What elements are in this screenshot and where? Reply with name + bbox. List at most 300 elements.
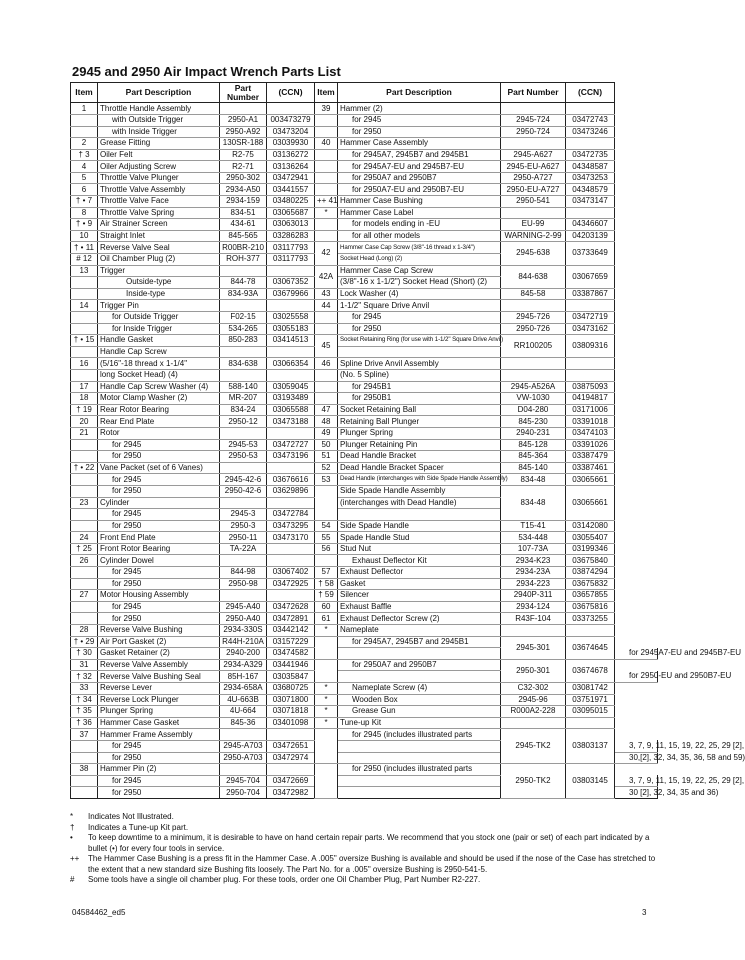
item-number-cell: 39 (315, 103, 338, 115)
part-number-cell: 844-78 (220, 277, 267, 289)
item-number-cell (315, 161, 338, 173)
table-row (71, 196, 658, 208)
ccn-cell: 03809316 (566, 335, 615, 358)
ccn-cell: 03442142 (267, 625, 315, 637)
part-description-cell: for 2950 (98, 752, 220, 764)
part-description-cell: Exhaust Deflector (338, 567, 501, 579)
part-number-cell: 2945-724 (501, 114, 566, 126)
ccn-cell (267, 346, 315, 358)
table-row (71, 659, 658, 671)
part-description-cell: for 2950 (98, 451, 220, 463)
part-description-cell: Throttle Handle Assembly (98, 103, 220, 115)
footnotes (70, 812, 660, 886)
part-description-cell: Hammer Case Label (338, 207, 501, 219)
part-number-cell (220, 555, 267, 567)
part-description-cell: Silencer (338, 590, 501, 602)
part-description-cell: Hammer Frame Assembly (98, 729, 220, 741)
ccn-cell: 03474103 (566, 427, 615, 439)
item-number-cell: 40 (315, 138, 338, 150)
part-description-cell: Handle Cap Screw (98, 346, 220, 358)
part-description-cell: with Inside Trigger (98, 126, 220, 138)
part-description-cell: Nameplate (338, 625, 501, 637)
ccn-cell: 03071800 (267, 694, 315, 706)
part-description-cell: Handle Gasket (98, 335, 220, 347)
table-row (71, 381, 658, 393)
part-number-cell: 588-140 (220, 381, 267, 393)
table-row (71, 625, 658, 637)
part-description-cell: Socket Retaining Ball (338, 404, 501, 416)
item-number-cell (315, 369, 338, 381)
ccn-cell: 03480225 (267, 196, 315, 208)
part-description-cell: 30 [2], 32, 34, 35 and 36) (615, 787, 658, 799)
item-number-cell (315, 555, 338, 567)
part-description-cell: Reverse Valve Seal (98, 242, 220, 254)
ccn-cell: 03142080 (566, 520, 615, 532)
ccn-cell: 04348587 (566, 161, 615, 173)
part-number-cell: 2934-23A (501, 567, 566, 579)
ccn-cell: 03472651 (267, 740, 315, 752)
part-description-cell: Cylinder (98, 497, 220, 509)
ccn-cell: 03874294 (566, 567, 615, 579)
part-description-cell: for 2950A7 and 2950B7 (338, 172, 501, 184)
part-description-cell: Throttle Valve Assembly (98, 184, 220, 196)
part-number-cell: 844-638 (501, 265, 566, 288)
part-number-cell: R43F-104 (501, 613, 566, 625)
footnote-text: The Hammer Case Bushing is a press fit in the Hammer Case. A .005" oversize Bushing is available and should be used if the nose of the Case has stretched to the extent that a new standard size Bushing fits loosely. The Part No. for a .005" oversize Bushing is 2950-541-5. (88, 854, 656, 874)
part-number-cell: 2934-658A (220, 683, 267, 695)
part-description-cell: for 2950 (includes illustrated parts (338, 764, 501, 776)
table-row (71, 543, 658, 555)
ccn-cell (267, 103, 315, 115)
ccn-cell: 03136272 (267, 149, 315, 161)
item-number-cell (315, 149, 338, 161)
item-number-cell (315, 230, 338, 242)
part-number-cell: 845-565 (220, 230, 267, 242)
item-number-cell (338, 671, 501, 683)
item-number-cell: * (315, 717, 338, 729)
item-number-cell: † 19 (71, 404, 98, 416)
item-number-cell (315, 172, 338, 184)
part-description-cell: Front Rotor Bearing (98, 543, 220, 555)
part-number-cell: 844-98 (220, 567, 267, 579)
part-description-cell: Throttle Valve Face (98, 196, 220, 208)
item-number-cell: † 59 (315, 590, 338, 602)
part-description-cell: Oil Chamber Plug (2) (98, 254, 220, 266)
part-description-cell: Nameplate Screw (4) (338, 683, 501, 695)
ccn-cell (566, 369, 615, 381)
ccn-cell: 04194817 (566, 393, 615, 405)
part-number-cell: 2945-301 (501, 636, 566, 659)
ccn-cell: 03441946 (267, 659, 315, 671)
part-description-cell: Hammer (2) (338, 103, 501, 115)
part-number-cell: 2950-12 (220, 416, 267, 428)
part-description-cell: Outside-type (98, 277, 220, 289)
item-number-cell: 1 (71, 103, 98, 115)
table-row (71, 520, 658, 532)
part-description-cell: for 2950B1 (338, 393, 501, 405)
ccn-cell: 03472719 (566, 312, 615, 324)
part-number-cell: 2945-A40 (220, 601, 267, 613)
ccn-cell: 03286283 (267, 230, 315, 242)
footnote-symbol: * (70, 812, 74, 821)
part-description-cell: for 2945 (338, 312, 501, 324)
table-row (71, 230, 658, 242)
ccn-cell: 03387461 (566, 462, 615, 474)
part-number-cell (220, 729, 267, 741)
part-number-cell: 845-364 (501, 451, 566, 463)
item-number-cell (338, 787, 501, 799)
item-number-cell (315, 219, 338, 231)
ccn-cell: 03414513 (267, 335, 315, 347)
part-number-cell: R2-71 (220, 161, 267, 173)
part-description-cell: 3, 7, 9, 11, 15, 19, 22, 25, 29 [2], (615, 775, 658, 787)
table-header (71, 83, 658, 103)
table-row (71, 555, 658, 567)
ccn-cell: 03117793 (267, 254, 315, 266)
header-item: Item (71, 83, 98, 103)
part-description-cell: Side Spade Handle Assembly (338, 485, 501, 497)
table-row (71, 288, 658, 300)
part-description-cell: (5/16"-18 thread x 1-1/4" (98, 358, 220, 370)
part-description-cell: for 2945 (98, 509, 220, 521)
item-number-cell: 28 (71, 625, 98, 637)
part-number-cell: 834-24 (220, 404, 267, 416)
header-part-description: Part Description (98, 83, 220, 103)
part-number-cell (220, 497, 267, 509)
part-number-cell (220, 590, 267, 602)
ccn-cell (566, 207, 615, 219)
part-number-cell: 2945-704 (220, 775, 267, 787)
ccn-cell: 03063013 (267, 219, 315, 231)
part-number-cell: 2940-200 (220, 648, 267, 660)
part-description-cell: Stud Nut (338, 543, 501, 555)
item-number-cell (71, 613, 98, 625)
item-number-cell: 55 (315, 532, 338, 544)
part-description-cell: (No. 5 Spline) (338, 369, 501, 381)
part-description-cell: Wooden Box (338, 694, 501, 706)
table-row (71, 636, 658, 648)
part-description-cell: for 2945 (98, 740, 220, 752)
table-row (71, 323, 658, 335)
ccn-cell (566, 358, 615, 370)
part-description-cell: Hammer Case Gasket (98, 717, 220, 729)
part-number-cell: 2950-TK2 (501, 764, 566, 799)
item-number-cell: † 30 (71, 648, 98, 660)
part-description-cell: Rear Rotor Bearing (98, 404, 220, 416)
part-description-cell: for 2945 (98, 474, 220, 486)
part-description-cell: for models ending in -EU (338, 219, 501, 231)
part-number-cell: 2945-A627 (501, 149, 566, 161)
ccn-cell: 03067352 (267, 277, 315, 289)
table-row (71, 683, 658, 695)
part-description-cell: Dead Handle Bracket Spacer (338, 462, 501, 474)
ccn-cell: 03391018 (566, 416, 615, 428)
item-number-cell: 37 (71, 729, 98, 741)
ccn-cell: 03472925 (267, 578, 315, 590)
item-number-cell: 53 (315, 474, 338, 486)
ccn-cell: 03473204 (267, 126, 315, 138)
item-number-cell (315, 764, 338, 799)
table-row (71, 242, 658, 254)
part-description-cell: Retaining Ball Plunger (338, 416, 501, 428)
ccn-cell: 04203139 (566, 230, 615, 242)
part-description-cell: Hammer Case Cap Screw (338, 265, 501, 277)
part-number-cell: 845-230 (501, 416, 566, 428)
item-number-cell: 5 (71, 172, 98, 184)
item-number-cell: 20 (71, 416, 98, 428)
item-number-cell: 8 (71, 207, 98, 219)
part-number-cell (501, 358, 566, 370)
part-number-cell: 2934-159 (220, 196, 267, 208)
part-description-cell: Rear End Plate (98, 416, 220, 428)
item-number-cell: 27 (71, 590, 98, 602)
part-description-cell: Oiler Felt (98, 149, 220, 161)
part-number-cell: 834-48 (501, 474, 566, 486)
item-number-cell: 45 (315, 335, 338, 358)
table-row (71, 219, 658, 231)
part-description-cell: Gasket (338, 578, 501, 590)
ccn-cell: 03387867 (566, 288, 615, 300)
item-number-cell (315, 485, 338, 520)
ccn-cell: 03751971 (566, 694, 615, 706)
part-number-cell: 2950-A92 (220, 126, 267, 138)
part-description-cell: Tune-up Kit (338, 717, 501, 729)
ccn-cell: 03473196 (267, 451, 315, 463)
ccn-cell (566, 138, 615, 150)
part-description-cell: for 2945 (98, 439, 220, 451)
item-number-cell: 42 (315, 242, 338, 265)
item-number-cell (71, 323, 98, 335)
item-number-cell (315, 312, 338, 324)
table-row (71, 358, 658, 370)
part-number-cell: 2950-A703 (220, 752, 267, 764)
item-number-cell (315, 184, 338, 196)
ccn-cell: 03875093 (566, 381, 615, 393)
part-number-cell: MR-207 (220, 393, 267, 405)
ccn-cell: 03473253 (566, 172, 615, 184)
part-description-cell: Socket Retaining Ring (for use with 1-1/2" Square Drive Anvil) (338, 335, 501, 347)
table-row (71, 729, 658, 741)
table-row (71, 369, 658, 381)
part-number-cell (501, 138, 566, 150)
item-number-cell: 16 (71, 358, 98, 370)
part-number-cell (501, 207, 566, 219)
item-number-cell: 48 (315, 416, 338, 428)
ccn-cell: 03065588 (267, 404, 315, 416)
part-number-cell (220, 369, 267, 381)
item-number-cell (315, 126, 338, 138)
table-row (71, 601, 658, 613)
ccn-cell: 03136264 (267, 161, 315, 173)
part-description-cell: Motor Housing Assembly (98, 590, 220, 602)
ccn-cell: 04346607 (566, 219, 615, 231)
part-number-cell: 834-48 (501, 485, 566, 520)
table-row (71, 427, 658, 439)
part-description-cell: Reverse Valve Assembly (98, 659, 220, 671)
table-row (71, 312, 658, 324)
part-number-cell: 2950-A727 (501, 172, 566, 184)
part-number-cell: R00BR-210 (220, 242, 267, 254)
part-description-cell: for Inside Trigger (98, 323, 220, 335)
footnote (70, 833, 660, 854)
ccn-cell (566, 103, 615, 115)
table-row (71, 439, 658, 451)
part-number-cell: 2950-541 (501, 196, 566, 208)
ccn-cell: 03680725 (267, 683, 315, 695)
part-description-cell: for 2950A7 and 2950B7 (338, 659, 501, 671)
item-number-cell: 61 (315, 613, 338, 625)
part-number-cell (220, 346, 267, 358)
table-row (71, 184, 658, 196)
part-description-cell: for 2950 (98, 613, 220, 625)
footnote-symbol: • (70, 833, 73, 842)
ccn-cell (267, 427, 315, 439)
table-row (71, 114, 658, 126)
ccn-cell: 03025558 (267, 312, 315, 324)
item-number-cell: * (315, 625, 338, 637)
table-row (71, 567, 658, 579)
part-number-cell: 2945-EU-A627 (501, 161, 566, 173)
ccn-cell: 03035847 (267, 671, 315, 683)
ccn-cell: 03117793 (267, 242, 315, 254)
part-description-cell: 30,[2], 32, 34, 35, 36, 58 and 59) (615, 752, 658, 764)
part-description-cell (338, 509, 501, 521)
footnote-text: Indicates Not Illustrated. (88, 812, 174, 821)
ccn-cell (267, 764, 315, 776)
part-description-cell: for 2945A7, 2945B7 and 2945B1 (338, 149, 501, 161)
part-number-cell: 534-265 (220, 323, 267, 335)
part-number-cell: 2940P-311 (501, 590, 566, 602)
item-number-cell: * (315, 694, 338, 706)
part-number-cell (220, 300, 267, 312)
part-number-cell: 845-140 (501, 462, 566, 474)
ccn-cell: 03387479 (566, 451, 615, 463)
item-number-cell: † 25 (71, 543, 98, 555)
ccn-cell: 03657855 (566, 590, 615, 602)
part-number-cell (220, 265, 267, 277)
item-number-cell: 18 (71, 393, 98, 405)
part-description-cell: (3/8"-16 x 1-1/2") Socket Head (Short) (2) (338, 277, 501, 289)
item-number-cell (71, 126, 98, 138)
part-description-cell: Rotor (98, 427, 220, 439)
part-description-cell: for 2950 (98, 787, 220, 799)
item-number-cell (315, 636, 338, 659)
table-row (71, 416, 658, 428)
part-description-cell: Straight Inlet (98, 230, 220, 242)
part-number-cell: 130SR-188 (220, 138, 267, 150)
part-description-cell: with Outside Trigger (98, 114, 220, 126)
ccn-cell: 03055407 (566, 532, 615, 544)
item-number-cell: 24 (71, 532, 98, 544)
table-row (71, 138, 658, 150)
part-description-cell: for 2950 (338, 323, 501, 335)
footnote (70, 812, 660, 823)
item-number-cell: † 34 (71, 694, 98, 706)
part-number-cell: 2950-704 (220, 787, 267, 799)
item-number-cell (71, 509, 98, 521)
item-number-cell (71, 288, 98, 300)
item-number-cell: 56 (315, 543, 338, 555)
part-description-cell: Hammer Case Bushing (338, 196, 501, 208)
item-number-cell: * (315, 706, 338, 718)
part-number-cell: 2950-98 (220, 578, 267, 590)
part-description-cell: Plunger Spring (338, 427, 501, 439)
part-description-cell: for 2945A7-EU and 2945B7-EU (615, 648, 658, 660)
part-description-cell: for Outside Trigger (98, 312, 220, 324)
footnote-text: Indicates a Tune-up Kit part. (88, 822, 189, 832)
ccn-cell (267, 590, 315, 602)
item-number-cell: † • 11 (71, 242, 98, 254)
part-description-cell: Throttle Valve Spring (98, 207, 220, 219)
ccn-cell: 03473147 (566, 196, 615, 208)
item-number-cell: 17 (71, 381, 98, 393)
ccn-cell: 03472982 (267, 787, 315, 799)
part-number-cell (220, 764, 267, 776)
header-part-number: Part Number (220, 83, 267, 103)
part-number-cell: 2934-A50 (220, 184, 267, 196)
part-number-cell: 4U-664 (220, 706, 267, 718)
ccn-cell: 03472941 (267, 172, 315, 184)
part-description-cell: Exhaust Deflector Screw (2) (338, 613, 501, 625)
part-description-cell: for 2950 (98, 485, 220, 497)
ccn-cell: 03629896 (267, 485, 315, 497)
part-number-cell: VW-1030 (501, 393, 566, 405)
table-row (71, 335, 658, 347)
table-row (71, 103, 658, 115)
part-number-cell: 2950-42-6 (220, 485, 267, 497)
part-number-cell: WARNING-2-99 (501, 230, 566, 242)
part-description-cell: Trigger (98, 265, 220, 277)
ccn-cell (566, 717, 615, 729)
part-description-cell: Spade Handle Stud (338, 532, 501, 544)
ccn-cell: 03803145 (566, 764, 615, 799)
part-description-cell: Reverse Lock Plunger (98, 694, 220, 706)
item-number-cell (338, 775, 501, 787)
part-number-cell: 2934-330S (220, 625, 267, 637)
item-number-cell: 42A (315, 265, 338, 288)
item-number-cell: 33 (71, 683, 98, 695)
item-number-cell (71, 787, 98, 799)
part-number-cell (501, 103, 566, 115)
ccn-cell: 03473162 (566, 323, 615, 335)
ccn-cell: 03472735 (566, 149, 615, 161)
part-number-cell: F02-15 (220, 312, 267, 324)
ccn-cell: 03676616 (267, 474, 315, 486)
item-number-cell (71, 114, 98, 126)
item-number-cell (71, 369, 98, 381)
item-number-cell: † • 15 (71, 335, 98, 347)
item-number-cell (71, 485, 98, 497)
part-description-cell: Trigger Pin (98, 300, 220, 312)
ccn-cell: 03674645 (566, 636, 615, 659)
item-number-cell (71, 740, 98, 752)
ccn-cell: 03733649 (566, 242, 615, 265)
item-number-cell (71, 346, 98, 358)
footnote (70, 875, 660, 886)
item-number-cell: † 35 (71, 706, 98, 718)
part-number-cell: D04-280 (501, 404, 566, 416)
item-number-cell: 54 (315, 520, 338, 532)
table-row (71, 694, 658, 706)
part-number-cell: 834-51 (220, 207, 267, 219)
table-row (71, 300, 658, 312)
part-number-cell: 2945-3 (220, 509, 267, 521)
part-number-cell: 850-283 (220, 335, 267, 347)
ccn-cell (267, 300, 315, 312)
part-description-cell (338, 346, 501, 358)
footnote (70, 854, 660, 875)
item-number-cell: 57 (315, 567, 338, 579)
